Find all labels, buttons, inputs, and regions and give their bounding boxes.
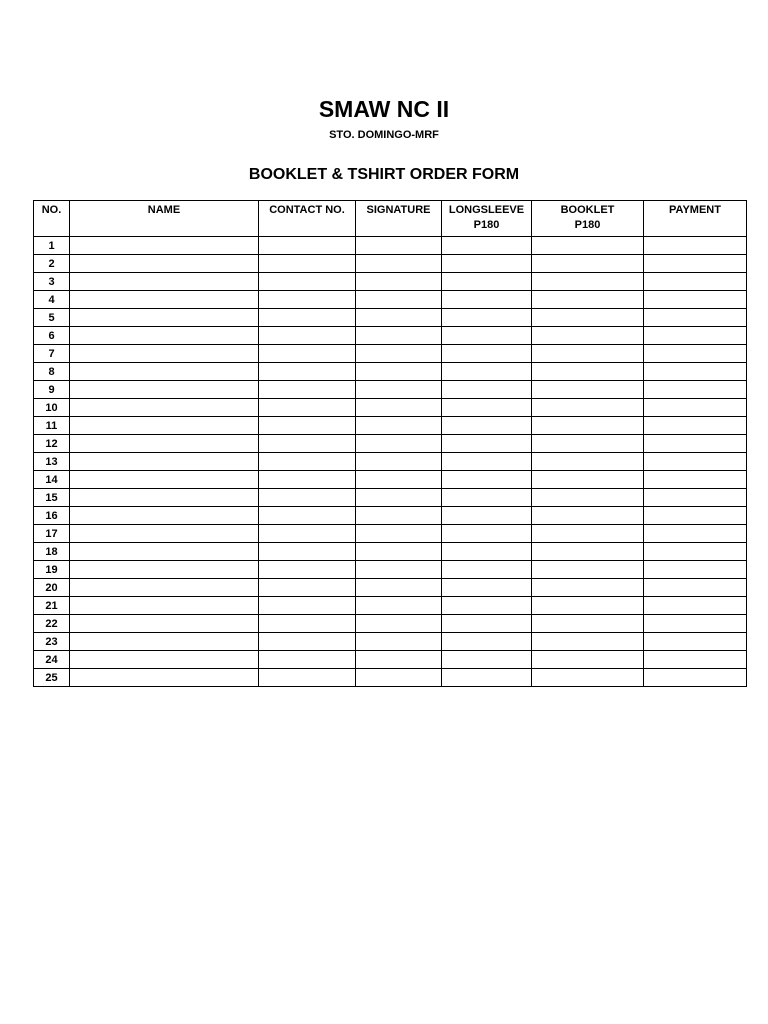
longsleeve-cell[interactable] xyxy=(442,237,532,255)
contact-cell[interactable] xyxy=(259,237,356,255)
column-header-longsleeve-price: P180 xyxy=(473,219,500,231)
longsleeve-cell[interactable] xyxy=(442,309,532,327)
signature-cell[interactable] xyxy=(356,525,442,543)
table-row xyxy=(34,399,747,417)
row-number-cell: 15 xyxy=(34,489,70,507)
row-number-cell: 18 xyxy=(34,543,70,561)
booklet-cell[interactable] xyxy=(532,489,644,507)
page-subtitle: STO. DOMINGO-MRF xyxy=(329,129,439,141)
longsleeve-cell[interactable] xyxy=(442,417,532,435)
payment-cell[interactable] xyxy=(644,579,747,597)
longsleeve-cell[interactable] xyxy=(442,363,532,381)
payment-cell[interactable] xyxy=(644,615,747,633)
signature-cell[interactable] xyxy=(356,471,442,489)
payment-cell[interactable] xyxy=(644,453,747,471)
booklet-cell[interactable] xyxy=(532,381,644,399)
payment-cell[interactable] xyxy=(644,543,747,561)
booklet-cell[interactable] xyxy=(532,561,644,579)
name-cell[interactable] xyxy=(70,363,259,381)
booklet-cell[interactable] xyxy=(532,255,644,273)
contact-cell[interactable] xyxy=(259,669,356,687)
booklet-cell[interactable] xyxy=(532,327,644,345)
row-number-cell: 13 xyxy=(34,453,70,471)
signature-cell[interactable] xyxy=(356,633,442,651)
name-cell[interactable] xyxy=(70,309,259,327)
signature-cell[interactable] xyxy=(356,597,442,615)
contact-cell[interactable] xyxy=(259,381,356,399)
name-cell[interactable] xyxy=(70,381,259,399)
contact-cell[interactable] xyxy=(259,435,356,453)
row-number-cell: 6 xyxy=(34,327,70,345)
contact-cell[interactable] xyxy=(259,309,356,327)
row-number-cell: 20 xyxy=(34,579,70,597)
contact-cell[interactable] xyxy=(259,615,356,633)
longsleeve-cell[interactable] xyxy=(442,669,532,687)
payment-cell[interactable] xyxy=(644,525,747,543)
booklet-cell[interactable] xyxy=(532,543,644,561)
table-row xyxy=(34,615,747,633)
signature-cell[interactable] xyxy=(356,363,442,381)
column-header-signature xyxy=(356,201,442,237)
longsleeve-cell[interactable] xyxy=(442,291,532,309)
longsleeve-cell[interactable] xyxy=(442,633,532,651)
payment-cell[interactable] xyxy=(644,237,747,255)
signature-cell[interactable] xyxy=(356,669,442,687)
booklet-cell[interactable] xyxy=(532,345,644,363)
booklet-cell[interactable] xyxy=(532,309,644,327)
table-body xyxy=(34,237,747,687)
row-number-cell: 16 xyxy=(34,507,70,525)
booklet-cell[interactable] xyxy=(532,435,644,453)
longsleeve-cell[interactable] xyxy=(442,471,532,489)
contact-cell[interactable] xyxy=(259,363,356,381)
contact-cell[interactable] xyxy=(259,471,356,489)
payment-cell[interactable] xyxy=(644,327,747,345)
longsleeve-cell[interactable] xyxy=(442,615,532,633)
name-cell[interactable] xyxy=(70,579,259,597)
row-number-cell: 24 xyxy=(34,651,70,669)
row-number-cell: 19 xyxy=(34,561,70,579)
table-row xyxy=(34,255,747,273)
table-row xyxy=(34,525,747,543)
table-row xyxy=(34,345,747,363)
row-number-cell: 21 xyxy=(34,597,70,615)
name-cell[interactable] xyxy=(70,327,259,345)
signature-cell[interactable] xyxy=(356,237,442,255)
name-cell[interactable] xyxy=(70,597,259,615)
name-cell[interactable] xyxy=(70,615,259,633)
contact-cell[interactable] xyxy=(259,399,356,417)
name-cell[interactable] xyxy=(70,651,259,669)
name-cell[interactable] xyxy=(70,507,259,525)
table-row xyxy=(34,633,747,651)
column-header-longsleeve-label: LONGSLEEVE xyxy=(448,204,525,216)
name-cell[interactable] xyxy=(70,453,259,471)
table-row xyxy=(34,363,747,381)
form-title: BOOKLET & TSHIRT ORDER FORM xyxy=(248,166,520,183)
row-number-cell: 3 xyxy=(34,273,70,291)
contact-cell[interactable] xyxy=(259,489,356,507)
booklet-cell[interactable] xyxy=(532,471,644,489)
name-cell[interactable] xyxy=(70,399,259,417)
row-number-cell: 17 xyxy=(34,525,70,543)
row-number-cell: 22 xyxy=(34,615,70,633)
column-header-contact xyxy=(259,201,356,237)
column-header-no-label: NO. xyxy=(41,204,62,216)
signature-cell[interactable] xyxy=(356,579,442,597)
payment-cell[interactable] xyxy=(644,345,747,363)
contact-cell[interactable] xyxy=(259,327,356,345)
table-row xyxy=(34,327,747,345)
table-row xyxy=(34,291,747,309)
contact-cell[interactable] xyxy=(259,633,356,651)
booklet-cell[interactable] xyxy=(532,399,644,417)
longsleeve-cell[interactable] xyxy=(442,507,532,525)
booklet-cell[interactable] xyxy=(532,417,644,435)
table-row xyxy=(34,489,747,507)
row-number-cell: 8 xyxy=(34,363,70,381)
table-row xyxy=(34,237,747,255)
contact-cell[interactable] xyxy=(259,345,356,363)
column-header-name xyxy=(70,201,259,237)
payment-cell[interactable] xyxy=(644,363,747,381)
table-row xyxy=(34,417,747,435)
payment-cell[interactable] xyxy=(644,255,747,273)
order-table xyxy=(33,200,747,687)
column-header-payment xyxy=(644,201,747,237)
signature-cell[interactable] xyxy=(356,615,442,633)
booklet-cell[interactable] xyxy=(532,291,644,309)
column-header-payment-label: PAYMENT xyxy=(669,204,721,216)
contact-cell[interactable] xyxy=(259,255,356,273)
longsleeve-cell[interactable] xyxy=(442,345,532,363)
signature-cell[interactable] xyxy=(356,255,442,273)
payment-cell[interactable] xyxy=(644,291,747,309)
longsleeve-cell[interactable] xyxy=(442,381,532,399)
signature-cell[interactable] xyxy=(356,381,442,399)
payment-cell[interactable] xyxy=(644,633,747,651)
signature-cell[interactable] xyxy=(356,651,442,669)
row-number-cell: 9 xyxy=(34,381,70,399)
table-row xyxy=(34,651,747,669)
name-cell[interactable] xyxy=(70,435,259,453)
table-row xyxy=(34,309,747,327)
name-cell[interactable] xyxy=(70,471,259,489)
booklet-cell[interactable] xyxy=(532,651,644,669)
table-row xyxy=(34,543,747,561)
longsleeve-cell[interactable] xyxy=(442,399,532,417)
contact-cell[interactable] xyxy=(259,273,356,291)
payment-cell[interactable] xyxy=(644,561,747,579)
payment-cell[interactable] xyxy=(644,651,747,669)
booklet-cell[interactable] xyxy=(532,579,644,597)
payment-cell[interactable] xyxy=(644,417,747,435)
table-row xyxy=(34,471,747,489)
booklet-cell[interactable] xyxy=(532,597,644,615)
payment-cell[interactable] xyxy=(644,273,747,291)
payment-cell[interactable] xyxy=(644,435,747,453)
name-cell[interactable] xyxy=(70,417,259,435)
longsleeve-cell[interactable] xyxy=(442,597,532,615)
booklet-cell[interactable] xyxy=(532,525,644,543)
longsleeve-cell[interactable] xyxy=(442,525,532,543)
payment-cell[interactable] xyxy=(644,669,747,687)
column-header-longsleeve xyxy=(442,201,532,237)
longsleeve-cell[interactable] xyxy=(442,561,532,579)
payment-cell[interactable] xyxy=(644,489,747,507)
signature-cell[interactable] xyxy=(356,489,442,507)
name-cell[interactable] xyxy=(70,345,259,363)
payment-cell[interactable] xyxy=(644,381,747,399)
signature-cell[interactable] xyxy=(356,309,442,327)
row-number-cell: 5 xyxy=(34,309,70,327)
signature-cell[interactable] xyxy=(356,507,442,525)
row-number-cell: 12 xyxy=(34,435,70,453)
signature-cell[interactable] xyxy=(356,399,442,417)
table-row xyxy=(34,669,747,687)
longsleeve-cell[interactable] xyxy=(442,273,532,291)
column-header-signature-label: SIGNATURE xyxy=(366,204,431,216)
payment-cell[interactable] xyxy=(644,507,747,525)
row-number-cell: 11 xyxy=(34,417,70,435)
table-row xyxy=(34,381,747,399)
signature-cell[interactable] xyxy=(356,417,442,435)
longsleeve-cell[interactable] xyxy=(442,651,532,669)
name-cell[interactable] xyxy=(70,669,259,687)
column-header-booklet-price: P180 xyxy=(574,219,601,231)
booklet-cell[interactable] xyxy=(532,615,644,633)
table-row xyxy=(34,273,747,291)
row-number-cell: 14 xyxy=(34,471,70,489)
contact-cell[interactable] xyxy=(259,525,356,543)
name-cell[interactable] xyxy=(70,273,259,291)
row-number-cell: 7 xyxy=(34,345,70,363)
table-row xyxy=(34,561,747,579)
longsleeve-cell[interactable] xyxy=(442,543,532,561)
table-row xyxy=(34,453,747,471)
column-header-contact-label: CONTACT NO. xyxy=(269,204,345,216)
booklet-cell[interactable] xyxy=(532,633,644,651)
booklet-cell[interactable] xyxy=(532,507,644,525)
column-header-no xyxy=(34,201,70,237)
payment-cell[interactable] xyxy=(644,309,747,327)
name-cell[interactable] xyxy=(70,561,259,579)
contact-cell[interactable] xyxy=(259,507,356,525)
longsleeve-cell[interactable] xyxy=(442,579,532,597)
longsleeve-cell[interactable] xyxy=(442,327,532,345)
signature-cell[interactable] xyxy=(356,291,442,309)
longsleeve-cell[interactable] xyxy=(442,489,532,507)
booklet-cell[interactable] xyxy=(532,273,644,291)
row-number-cell: 4 xyxy=(34,291,70,309)
signature-cell[interactable] xyxy=(356,345,442,363)
column-header-booklet-label: BOOKLET xyxy=(560,204,615,216)
booklet-cell[interactable] xyxy=(532,237,644,255)
booklet-cell[interactable] xyxy=(532,363,644,381)
booklet-cell[interactable] xyxy=(532,453,644,471)
signature-cell[interactable] xyxy=(356,453,442,471)
name-cell[interactable] xyxy=(70,543,259,561)
row-number-cell: 1 xyxy=(34,237,70,255)
signature-cell[interactable] xyxy=(356,273,442,291)
table-row xyxy=(34,579,747,597)
column-header-name-label: NAME xyxy=(147,204,181,216)
signature-cell[interactable] xyxy=(356,543,442,561)
name-cell[interactable] xyxy=(70,525,259,543)
contact-cell[interactable] xyxy=(259,453,356,471)
payment-cell[interactable] xyxy=(644,597,747,615)
payment-cell[interactable] xyxy=(644,471,747,489)
contact-cell[interactable] xyxy=(259,651,356,669)
contact-cell[interactable] xyxy=(259,597,356,615)
name-cell[interactable] xyxy=(70,237,259,255)
page-title: SMAW NC II xyxy=(318,96,450,122)
table-row xyxy=(34,507,747,525)
longsleeve-cell[interactable] xyxy=(442,435,532,453)
row-number-cell: 10 xyxy=(34,399,70,417)
longsleeve-cell[interactable] xyxy=(442,255,532,273)
table-row xyxy=(34,435,747,453)
table-header-row xyxy=(34,201,747,237)
table-row xyxy=(34,597,747,615)
contact-cell[interactable] xyxy=(259,561,356,579)
payment-cell[interactable] xyxy=(644,399,747,417)
contact-cell[interactable] xyxy=(259,543,356,561)
row-number-cell: 23 xyxy=(34,633,70,651)
contact-cell[interactable] xyxy=(259,579,356,597)
name-cell[interactable] xyxy=(70,489,259,507)
signature-cell[interactable] xyxy=(356,561,442,579)
row-number-cell: 25 xyxy=(34,669,70,687)
row-number-cell: 2 xyxy=(34,255,70,273)
name-cell[interactable] xyxy=(70,255,259,273)
contact-cell[interactable] xyxy=(259,417,356,435)
booklet-cell[interactable] xyxy=(532,669,644,687)
longsleeve-cell[interactable] xyxy=(442,453,532,471)
name-cell[interactable] xyxy=(70,291,259,309)
contact-cell[interactable] xyxy=(259,291,356,309)
name-cell[interactable] xyxy=(70,633,259,651)
signature-cell[interactable] xyxy=(356,435,442,453)
signature-cell[interactable] xyxy=(356,327,442,345)
column-header-booklet xyxy=(532,201,644,237)
